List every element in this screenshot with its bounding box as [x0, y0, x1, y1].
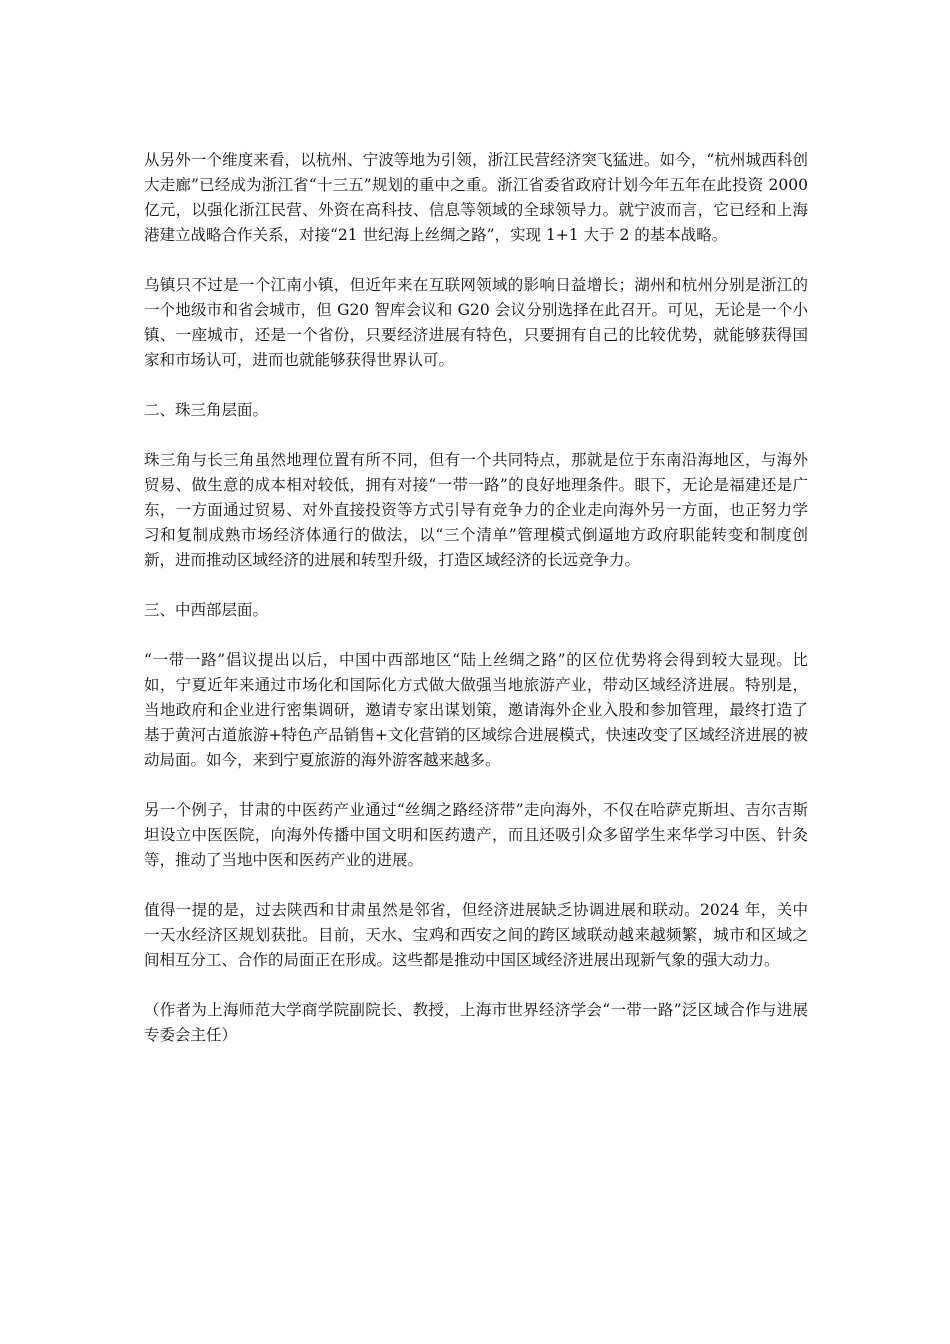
section-heading-pearl-river-delta: 二、珠三角层面。 [144, 401, 269, 419]
paragraph-zhejiang-private-economy: 从另外一个维度来看，以杭州、宁波等地为引领，浙江民营经济突飞猛进。如今，“杭州城西科创大走廊”已经成为浙江省“十三五”规划的重中之重。浙江省委省政府计划今年五年在此投资 2000 亿元，以强化浙江民营、外资在高科技、信息等领域的全球领导力。就宁波而言，它已经和上海港建立战略合作关系，对接“21 世纪海上丝绸之路”，实现 1+1 大于 2 的基本战略。 [144, 151, 808, 244]
document-body [144, 148, 808, 1073]
author-note: （作者为上海师范大学商学院副院长、教授，上海市世界经济学会“一带一路”泛区域合作与进展专委会主任） [144, 1001, 808, 1044]
paragraph-pearl-river-delta: 珠三角与长三角虽然地理位置有所不同，但有一个共同特点，那就是位于东南沿海地区，与海外贸易、做生意的成本相对较低，拥有对接“一带一路”的良好地理条件。眼下，无论是福建还是广东，一方面通过贸易、对外直接投资等方式引导有竞争力的企业走向海外另一方面，也正努力学习和复制成熟市场经济体通行的做法，以“三个清单”管理模式倒逼地方政府职能转变和制度创新，进而推动区域经济的进展和转型升级，打造区域经济的长远竞争力。 [144, 451, 808, 569]
paragraph-ningxia: “一带一路”倡议提出以后，中国中西部地区“陆上丝绸之路”的区位优势将会得到较大显现。比如，宁夏近年来通过市场化和国际化方式做大做强当地旅游产业，带动区域经济进展。特别是，当地政府和企业进行密集调研，邀请专家出谋划策，邀请海外企业入股和参加管理，最终打造了基于黄河古道旅游+特色产品销售+文化营销的区域综合进展模式，快速改变了区域经济进展的被动局面。如今，来到宁夏旅游的海外游客越来越多。 [144, 651, 808, 769]
paragraph-wuzhen: 乌镇只不过是一个江南小镇，但近年来在互联网领域的影响日益增长；湖州和杭州分别是浙江的一个地级市和省会城市，但 G20 智库会议和 G20 会议分别选择在此召开。可见，无论是一个小镇、一座城市，还是一个省份，只要经济进展有特色，只要拥有自己的比较优势，就能够获得国家和市场认可，进而也就能够获得世界认可。 [144, 276, 808, 369]
paragraph-gansu-medicine: 另一个例子，甘肃的中医药产业通过“丝绸之路经济带”走向海外，不仅在哈萨克斯坦、吉尔吉斯坦设立中医医院，向海外传播中国文明和医药遗产，而且还吸引众多留学生来华学习中医、针灸等，推动了当地中医和医药产业的进展。 [144, 801, 808, 869]
paragraph-shaanxi-gansu: 值得一提的是，过去陕西和甘肃虽然是邻省，但经济进展缺乏协调进展和联动。2024 年，关中一天水经济区规划获批。目前，天水、宝鸡和西安之间的跨区域联动越来越频繁，城市和区域之间相互分工、合作的局面正在形成。这些都是推动中国区域经济进展出现新气象的强大动力。 [144, 901, 808, 969]
section-heading-central-western: 三、中西部层面。 [144, 601, 269, 619]
